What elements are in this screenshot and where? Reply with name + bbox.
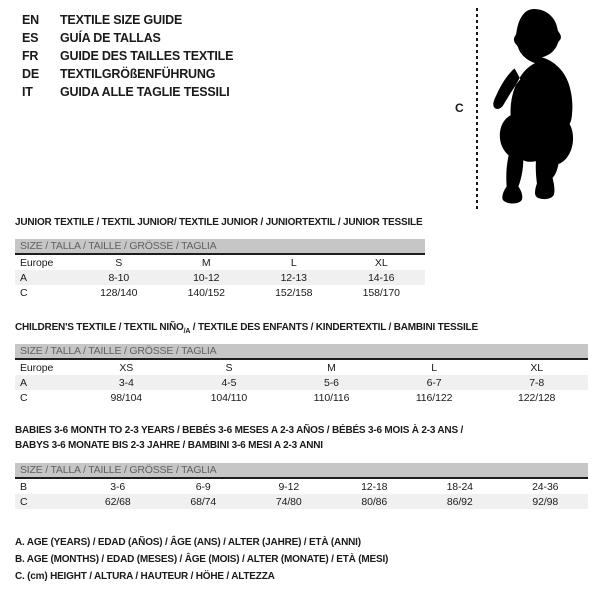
language-title: GUÍA DE TALLAS: [60, 31, 161, 45]
table-cell: 92/98: [532, 495, 559, 508]
table-cell: XL: [530, 361, 544, 374]
height-measure-label: C: [455, 101, 464, 115]
row-label-cell: Europe: [20, 256, 54, 269]
table-cell: 128/140: [100, 286, 138, 299]
table-cell: 110/116: [313, 391, 350, 404]
children-size-table: [15, 344, 588, 405]
table-cell: 68/74: [190, 495, 217, 508]
table-cell: 12-18: [361, 480, 388, 493]
table-row: [15, 270, 425, 285]
table-cell: 80/86: [361, 495, 388, 508]
language-title: TEXTILGRÖßENFÜHRUNG: [60, 67, 216, 81]
table-cell: 116/122: [415, 391, 453, 404]
language-code: FR: [22, 49, 39, 63]
table-cell: 7-8: [529, 376, 545, 389]
table-cell: 104/110: [210, 391, 248, 404]
language-row: [22, 11, 233, 29]
row-label-cell: C: [20, 391, 28, 404]
junior-size-table: [15, 239, 425, 300]
table-row: [15, 285, 425, 300]
height-dotted-line: [476, 8, 478, 212]
table-row: [15, 360, 588, 375]
language-code: IT: [22, 85, 33, 99]
footnote-c: C. (cm) HEIGHT / ALTURA / HAUTEUR / HÖHE / ALTEZZA: [15, 571, 275, 582]
language-title: GUIDA ALLE TAGLIE TESSILI: [60, 85, 230, 99]
table-cell: 122/128: [518, 391, 556, 404]
table-row: [15, 255, 425, 270]
language-title-list: [22, 11, 233, 101]
table-cell: 98/104: [110, 391, 143, 404]
size-header-bar: SIZE / TALLA / TAILLE / GRÖSSE / TAGLIA: [15, 239, 425, 255]
table-cell: 18-24: [446, 480, 473, 493]
row-label-cell: C: [20, 286, 28, 299]
table-cell: 6-7: [426, 376, 442, 389]
table-cell: 152/158: [275, 286, 313, 299]
baby-silhouette-icon: [484, 8, 584, 208]
table-cell: L: [290, 256, 297, 269]
table-row: [15, 375, 588, 390]
table-cell: 140/152: [187, 286, 225, 299]
table-cell: XL: [374, 256, 388, 269]
children-title-text: / TEXTILE DES ENFANTS / KINDERTEXTIL / BAMBINI TESSILE: [190, 322, 478, 333]
table-cell: 10-12: [193, 271, 220, 284]
table-cell: M: [327, 361, 336, 374]
children-title-subscript: /A: [183, 328, 191, 335]
size-header-bar: SIZE / TALLA / TAILLE / GRÖSSE / TAGLIA: [15, 344, 588, 360]
footnote-b: B. AGE (MONTHS) / EDAD (MESES) / ÂGE (MOIS) / ALTER (MONATE) / ETÀ (MESI): [15, 554, 389, 565]
babies-size-table: [15, 463, 588, 509]
language-title: TEXTILE SIZE GUIDE: [60, 13, 183, 27]
table-cell: 86/92: [446, 495, 473, 508]
table-cell: 6-9: [195, 480, 211, 493]
row-label-cell: Europe: [20, 361, 54, 374]
table-row: [15, 494, 588, 509]
table-cell: 8-10: [108, 271, 130, 284]
size-header-bar: SIZE / TALLA / TAILLE / GRÖSSE / TAGLIA: [15, 463, 588, 479]
row-label-cell: A: [20, 271, 27, 284]
table-cell: 5-6: [324, 376, 339, 389]
table-cell: 12-13: [280, 271, 307, 284]
table-cell: M: [201, 256, 211, 269]
language-row: [22, 65, 233, 83]
footnote-a: A. AGE (YEARS) / EDAD (AÑOS) / ÂGE (ANS) / ALTER (JAHRE) / ETÀ (ANNI): [15, 537, 361, 548]
babies-section-title: [15, 423, 463, 453]
table-cell: 9-12: [278, 480, 300, 493]
table-cell: 14-16: [368, 271, 395, 284]
table-cell: S: [225, 361, 233, 374]
table-row: [15, 479, 588, 494]
children-section-title: [15, 320, 478, 339]
row-label-cell: B: [20, 480, 27, 493]
language-code: DE: [22, 67, 39, 81]
height-measure-figure: [440, 0, 600, 220]
table-cell: L: [431, 361, 437, 374]
language-title: GUIDE DES TAILLES TEXTILE: [60, 49, 234, 63]
language-code: EN: [22, 13, 39, 27]
language-row: [22, 29, 233, 47]
junior-section-title: JUNIOR TEXTILE / TEXTIL JUNIOR/ TEXTILE JUNIOR / JUNIORTEXTIL / JUNIOR TESSILE: [15, 217, 423, 228]
table-cell: XS: [119, 361, 134, 374]
table-cell: 74/80: [275, 495, 302, 508]
language-row: [22, 83, 233, 101]
table-cell: 158/170: [362, 286, 400, 299]
babies-title-line1: BABIES 3-6 MONTH TO 2-3 YEARS / BEBÉS 3-6 MESES A 2-3 AÑOS / BÉBÉS 3-6 MOIS À 2-3 ANS /: [15, 425, 464, 436]
table-cell: 3-6: [110, 480, 126, 493]
table-cell: 24-36: [532, 480, 559, 493]
table-cell: 3-4: [118, 376, 134, 389]
table-row: [15, 390, 588, 405]
language-code: ES: [22, 31, 39, 45]
table-cell: 62/68: [104, 495, 131, 508]
row-label-cell: C: [20, 495, 28, 508]
row-label-cell: A: [20, 376, 27, 389]
footnotes: [15, 534, 388, 585]
language-row: [22, 47, 233, 65]
table-cell: 4-5: [221, 376, 237, 389]
table-cell: S: [115, 256, 123, 269]
babies-title-line2: BABYS 3-6 MONATE BIS 2-3 JAHRE / BAMBINI 3-6 MESI A 2-3 ANNI: [15, 440, 323, 451]
children-title-text: CHILDREN'S TEXTILE / TEXTIL NIÑO: [15, 322, 184, 333]
